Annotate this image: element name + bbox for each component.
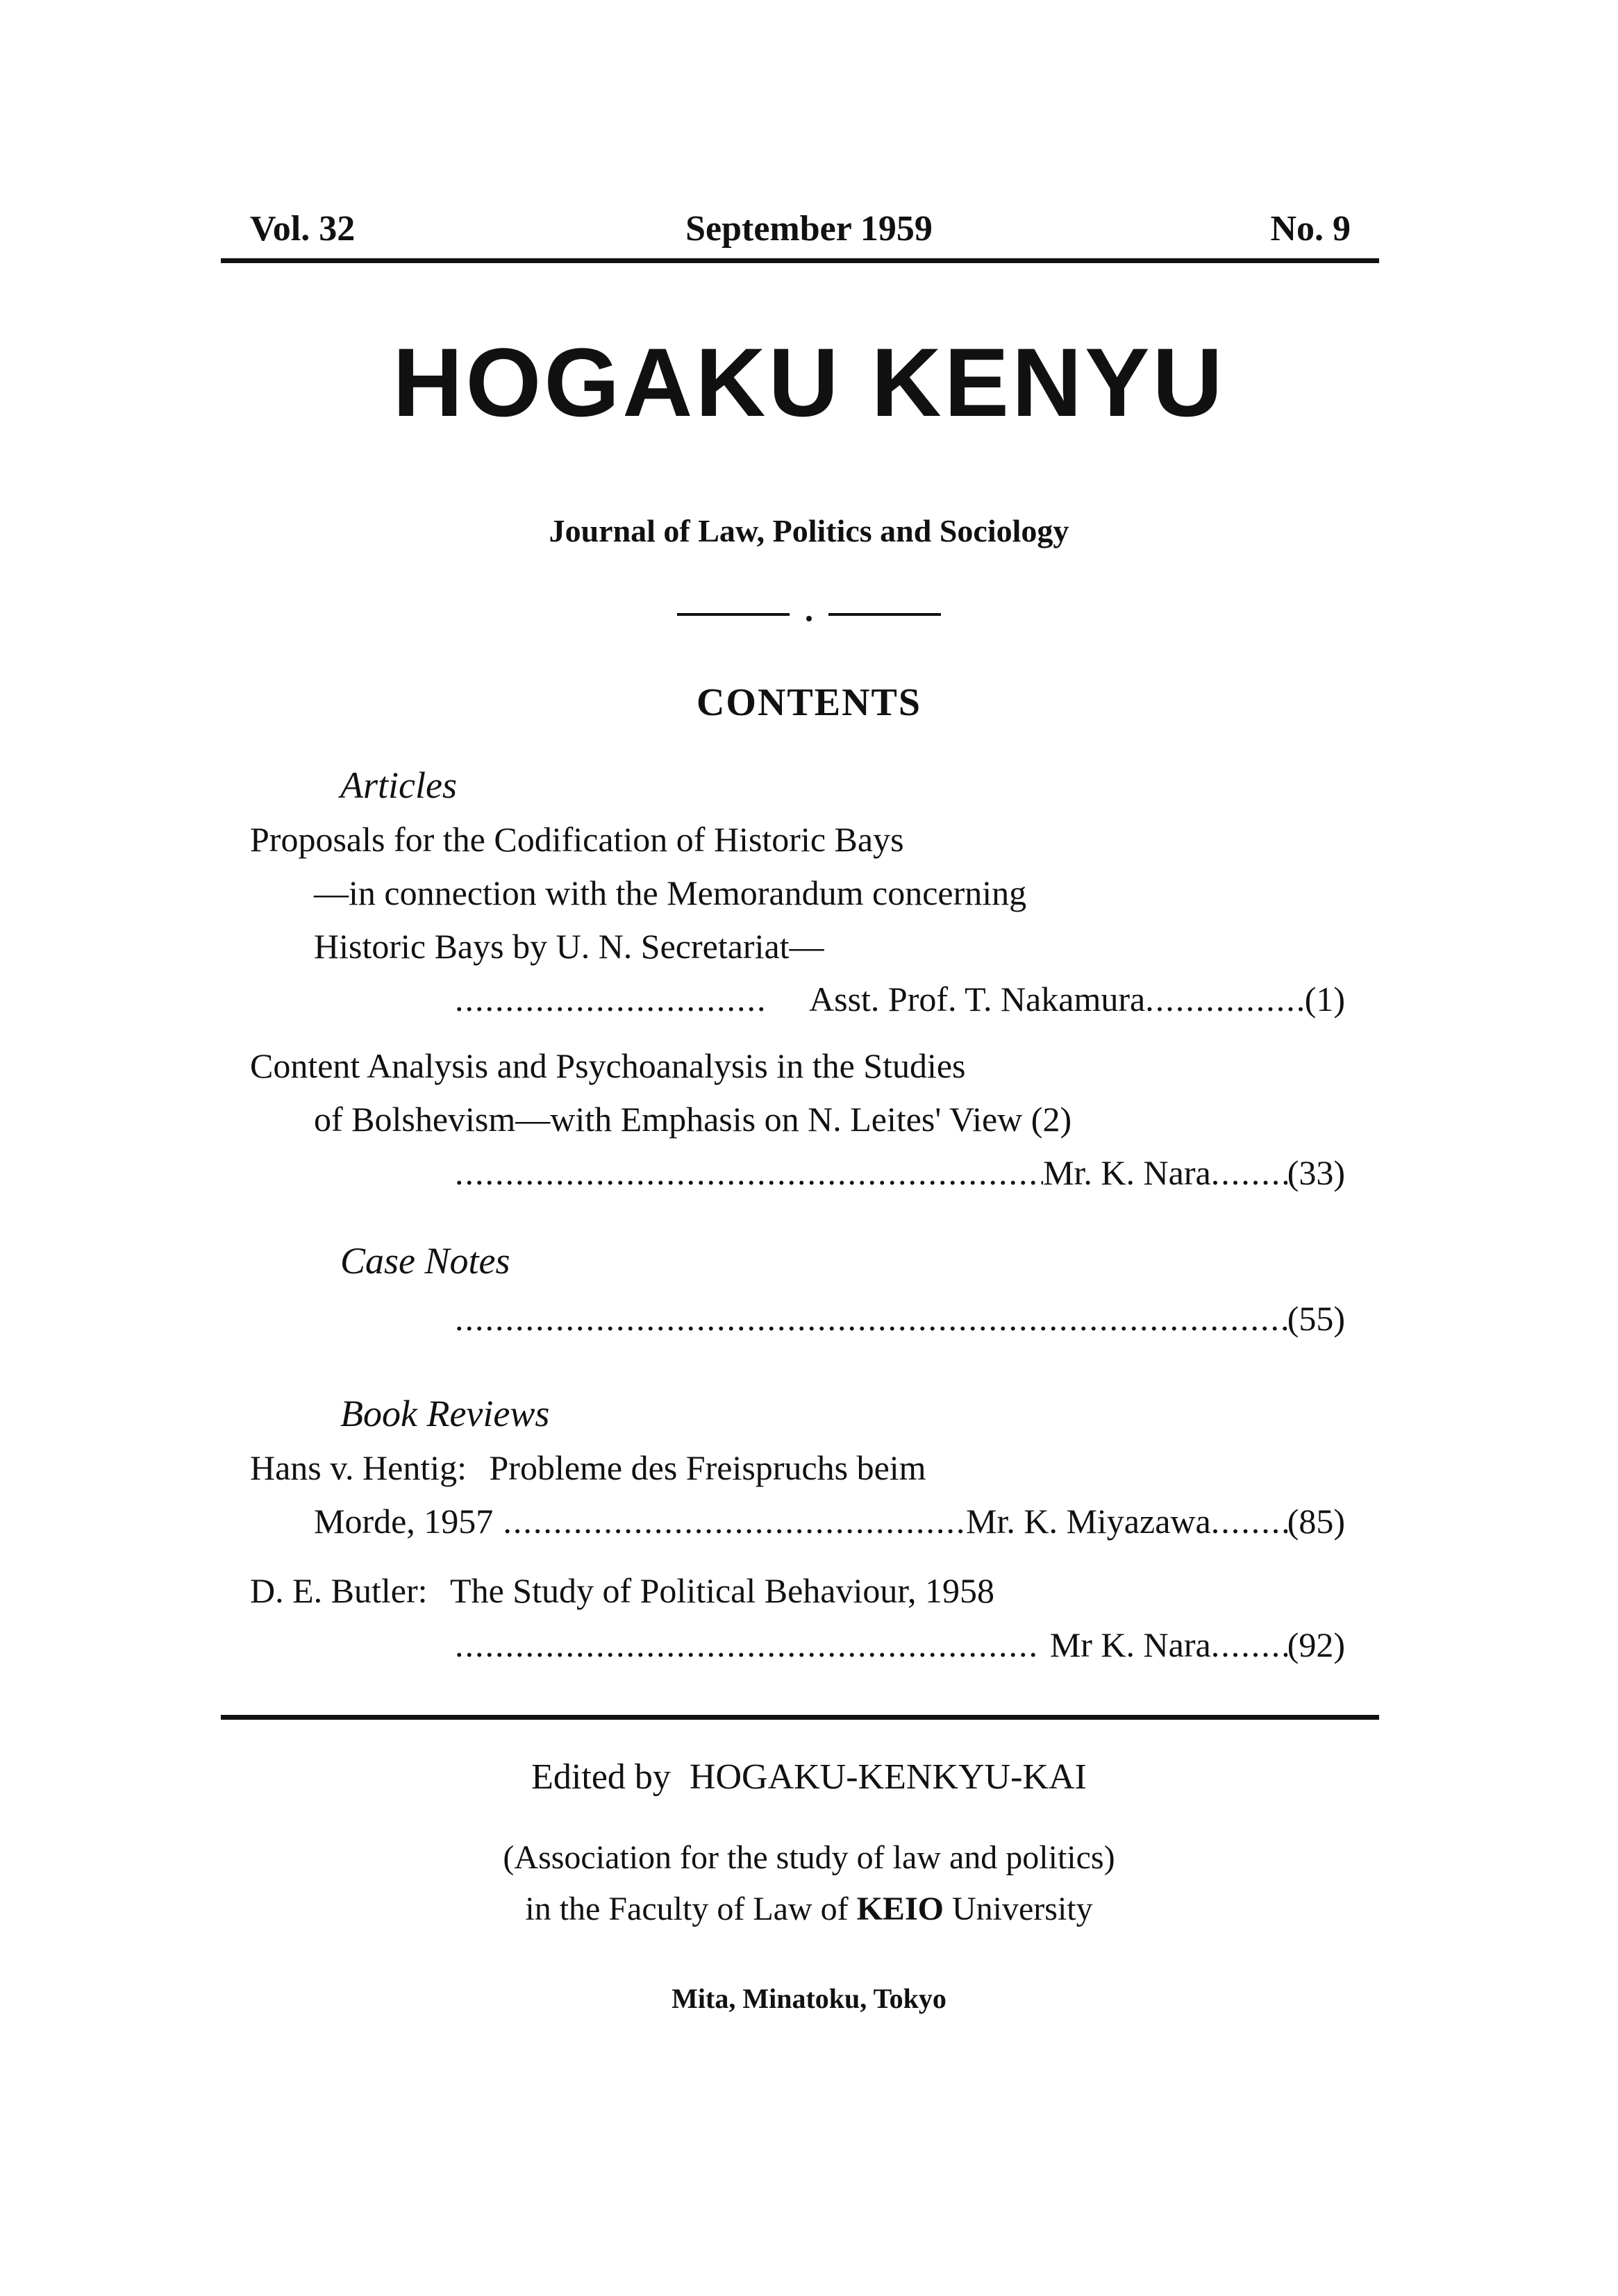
book-reviews-heading: Book Reviews: [340, 1393, 550, 1434]
leader-dots: [455, 1625, 1040, 1665]
article-1-page: (1): [1304, 980, 1345, 1019]
association-line: (Association for the study of law and politics): [503, 1839, 1115, 1876]
article-2-entry[interactable]: [455, 1153, 1345, 1193]
review-2-entry[interactable]: [455, 1625, 1345, 1665]
edited-by-label: Edited by: [531, 1757, 671, 1797]
case-notes-heading: Case Notes: [340, 1240, 510, 1282]
issue-number: No. 9: [1270, 209, 1351, 249]
leader-dots: [1211, 1153, 1287, 1193]
university-name: KEIO: [856, 1891, 944, 1927]
article-2-page: (33): [1287, 1153, 1345, 1192]
article-2-line-2: of Bolshevism—with Emphasis on N. Leites' View (2): [314, 1100, 1072, 1139]
review-2-title: The Study of Political Behaviour, 1958: [450, 1571, 995, 1610]
volume-label: Vol. 32: [250, 209, 356, 249]
review-1-title: Probleme des Freispruchs beim: [489, 1448, 926, 1487]
leader-dots: [455, 979, 767, 1019]
footer-rule: [221, 1715, 1379, 1720]
faculty-suffix: University: [951, 1891, 1093, 1927]
case-notes-entry[interactable]: [455, 1298, 1345, 1339]
review-1-reviewer: Mr. K. Miyazawa: [966, 1502, 1211, 1541]
journal-title: HOGAKU KENYU: [392, 328, 1226, 437]
contents-heading: CONTENTS: [696, 681, 922, 724]
leader-dots: [1211, 1501, 1287, 1541]
leader-dots: [1211, 1625, 1287, 1665]
review-1-author: Hans v. Hentig:: [250, 1448, 467, 1487]
place-line: Mita, Minatoku, Tokyo: [672, 1983, 946, 2014]
review-2-page: (92): [1287, 1625, 1345, 1664]
review-1-page: (85): [1287, 1502, 1345, 1541]
article-1-line-3: Historic Bays by U. N. Secretariat—: [314, 927, 824, 966]
edited-by-line: [0, 1757, 1618, 1798]
issue-date: September 1959: [685, 209, 933, 249]
article-1-entry[interactable]: [455, 979, 1345, 1019]
article-2-line-1: Content Analysis and Psychoanalysis in the Studies: [250, 1046, 966, 1085]
articles-heading: Articles: [340, 764, 457, 806]
leader-dots: [455, 1298, 1287, 1339]
review-1-entry[interactable]: [314, 1501, 1345, 1541]
leader-dots: [493, 1501, 966, 1541]
review-1-line-2: Morde, 1957: [314, 1502, 494, 1541]
review-1-line-1: [250, 1448, 926, 1488]
divider-ornament-icon: [670, 607, 948, 624]
review-2-reviewer: Mr K. Nara: [1049, 1625, 1211, 1664]
leader-dots: [455, 1153, 1043, 1193]
case-notes-page: (55): [1287, 1299, 1345, 1338]
article-2-author: Mr. K. Nara: [1043, 1153, 1211, 1192]
article-1-line-2: —in connection with the Memorandum concerning: [314, 873, 1027, 912]
faculty-prefix: in the Faculty of Law of: [525, 1891, 849, 1927]
header-rule: [221, 258, 1379, 263]
article-1-author: Asst. Prof. T. Nakamura: [809, 980, 1146, 1019]
faculty-line: [0, 1890, 1618, 1928]
review-2-author: D. E. Butler:: [250, 1571, 428, 1610]
article-1-line-1: Proposals for the Codification of Historic Bays: [250, 820, 904, 859]
society-name: HOGAKU-KENKYU-KAI: [689, 1757, 1087, 1797]
review-2-line-1: [250, 1570, 994, 1611]
journal-subtitle: Journal of Law, Politics and Sociology: [549, 513, 1069, 548]
leader-dots: [1145, 979, 1305, 1019]
ornament-divider: [0, 607, 1618, 628]
